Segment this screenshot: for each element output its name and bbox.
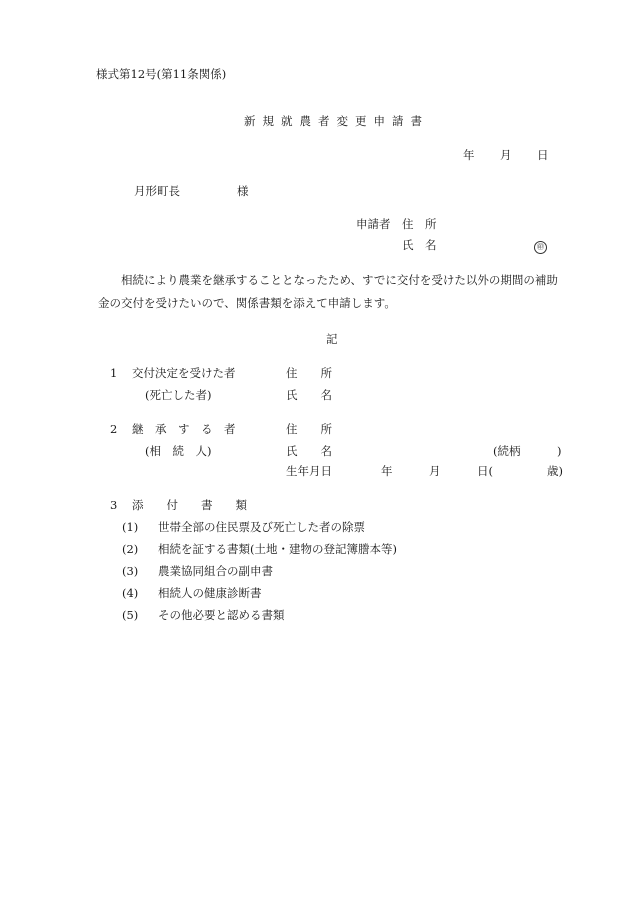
date-year: 年 xyxy=(463,148,475,162)
attachment-4-text: 相続人の健康診断書 xyxy=(158,586,262,600)
item2-birth-label: 生年月日 xyxy=(286,464,332,478)
item2-number: 2 xyxy=(110,422,118,436)
seal-icon: ㊞ xyxy=(534,241,547,254)
item1-address-label: 住 所 xyxy=(286,366,332,380)
attachment-3-text: 農業協同組合の副申書 xyxy=(158,564,273,578)
form-number: 様式第12号(第11条関係) xyxy=(96,67,227,81)
item2-relation-open: (続柄 xyxy=(493,444,521,458)
item3-label: 添 付 書 類 xyxy=(132,498,247,512)
attachment-2-text: 相続を証する書類(土地・建物の登記簿謄本等) xyxy=(158,542,397,556)
item1-name-label: 氏 名 xyxy=(286,388,332,402)
date-day: 日 xyxy=(537,148,549,162)
seal-mark xyxy=(534,240,547,254)
item2-relation-close: ) xyxy=(557,444,562,458)
attachment-1-num: (1) xyxy=(122,520,139,534)
attachment-5-num: (5) xyxy=(122,608,139,622)
item2-birth-day: 日( xyxy=(477,464,493,478)
item2-address-label: 住 所 xyxy=(286,422,332,436)
applicant-label: 申請者 xyxy=(356,217,391,231)
item1-number: 1 xyxy=(110,366,118,380)
item1-sub-label: (死亡した者) xyxy=(145,388,212,402)
addressee-honorific: 様 xyxy=(237,184,249,198)
item1-label: 交付決定を受けた者 xyxy=(132,366,236,380)
item2-age: 歳) xyxy=(547,464,563,478)
item2-birth-month: 月 xyxy=(429,464,441,478)
attachment-2-num: (2) xyxy=(122,542,139,556)
item2-sub-label: (相 続 人) xyxy=(145,444,212,458)
item2-name-label: 氏 名 xyxy=(286,444,332,458)
attachment-5-text: その他必要と認める書類 xyxy=(158,608,285,622)
item2-label: 継 承 す る 者 xyxy=(132,422,236,436)
item3-number: 3 xyxy=(110,498,118,512)
addressee-name: 月形町長 xyxy=(134,184,180,198)
date-month: 月 xyxy=(500,148,512,162)
attachment-4-num: (4) xyxy=(122,586,139,600)
document-title: 新規就農者変更申請書 xyxy=(244,114,429,128)
attachment-1-text: 世帯全部の住民票及び死亡した者の除票 xyxy=(158,520,365,534)
applicant-address-label: 住 所 xyxy=(402,217,437,231)
applicant-name-label: 氏 名 xyxy=(402,238,437,252)
ki-heading: 記 xyxy=(326,332,338,346)
attachment-3-num: (3) xyxy=(122,564,139,578)
body-text-line2: 金の交付を受けたいので、関係書類を添えて申請します。 xyxy=(98,296,396,310)
item2-birth-year: 年 xyxy=(381,464,393,478)
body-text-line1: 相続により農業を継承することとなったため、すでに交付を受けた以外の期間の補助 xyxy=(121,273,558,287)
